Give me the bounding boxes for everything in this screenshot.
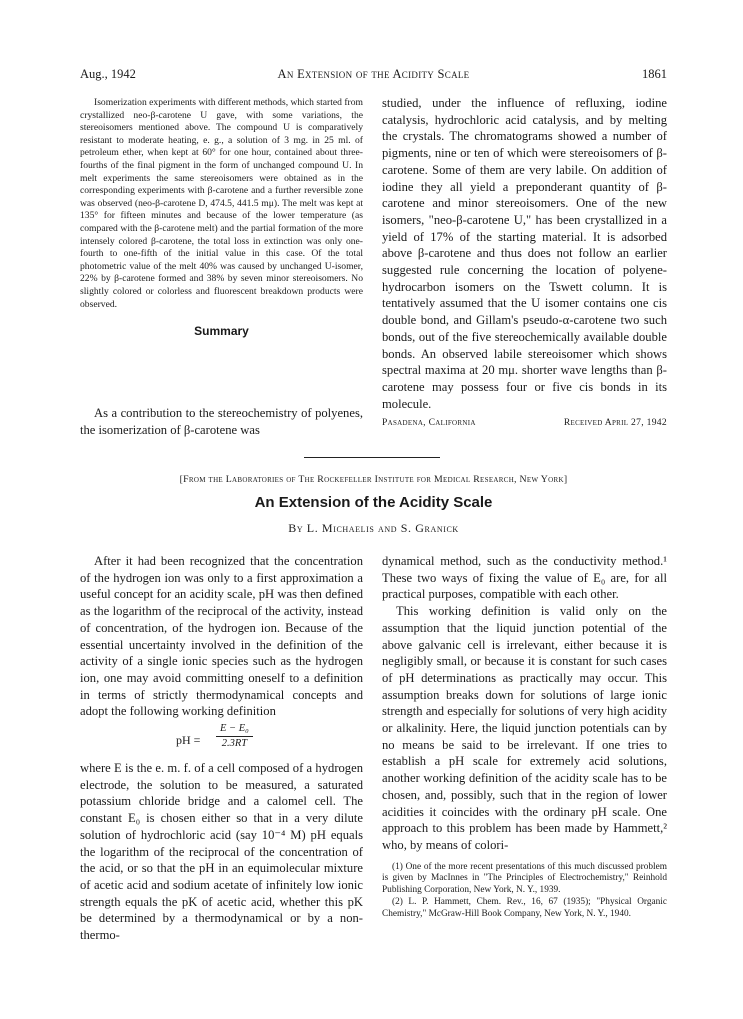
summary-continued-paragraph: studied, under the influence of refluxing, iodine catalysis, hydrochloric acid catalysis, and by melting the crystals. The chromatograms showed a number of pigments, nine or ten of which were stereoisomers of β-carotene. Some of them are very labile. On addition of iodine they all yield a preponderant quantity of β-carotene and minor stereoisomers. One of the new isomers, "neo-β-carotene U," has been crystallized in a yield of 17% of the starting material. It is adsorbed above β-carotene and thus does not follow an earlier suggested rule concerning the location of polyene-hydrocarbon isomers on the Tswett column. It is tentatively assumed that the U isomer contains one cis double bond, and Gillam's pseudo-α-carotene two such bonds, out of the five stereochemically available double bonds. An observed labile stereoisomer which shows spectral maxima at 20 mμ. shorter wave lengths than β-carotene may possess four or five cis bonds in its molecule.: [382, 96, 667, 411]
equation-numerator: E − E₀: [216, 722, 253, 737]
equation-fraction: [216, 722, 253, 751]
isomerization-paragraph: Isomerization experiments with different methods, which started from crystallized neo-β-carotene U gave, with some variations, the stereoisomers mentioned above. The compound U is comparatively resistant to moderate heating, e. g., a solution of 3 mg. in 25 ml. of petroleum ether, when kept at 60° for one hour, contained about three-fourths of the final pigment in the form of unchanged compound U. In melt experiments the same stereoisomers were obtained as in the corresponding experiments with β-carotene and a further reversible zone was observed (neo-β-carotene D, 474.5, 441.5 mμ). The melt was kept at 135° for fifteen minutes and because of the lower temperature (as compared with the β-carotene melt) and the partial formation of the more intensely colored β-carotene, the total loss in extinction was only one-fourth to one-fifth of the initial value in this case. Of the total photometric value of the melt 40% was caused by unchanged U-isomer, 22% by β-carotene formed and 38% by seven minor stereoisomers. No slightly colored or colorless and fluorescent breakdown products were observed.: [80, 97, 363, 310]
received-date: Received April 27, 1942: [563, 417, 667, 429]
equation-denominator: 2.3RT: [221, 738, 248, 750]
definition-paragraph: This working definition is valid only on the assumption that the liquid junction potential of the above galvanic cell is irrelevant, either because it is negligibly small, or because it is constant for such cases of pH determinations as practically may occur. This assumption breaks down for solutions of large ionic strength and especially for solutions of very high acidity or alkalinity. Here, the liquid junction potentials can by no means be said to be irrelevant. If one tries to establish a pH scale for extremely acid solutions, another working definition of the acidity scale has to be chosen, and, possibly, such that in the region of lower acidities it coincides with the ordinary pH scale. One approach to this problem has been made by Hammett,² who, by means of colori-: [382, 604, 667, 852]
footnote-2: (2) L. P. Hammett, Chem. Rev., 16, 67 (1935); "Physical Organic Chemistry," McGraw-Hill Book Company, New York, N. Y., 1940.: [382, 897, 667, 919]
intro-paragraph: After it had been recognized that the concentration of the hydrogen ion was only to a first approximation a useful concept for an acidity scale, pH was then defined as the logarithm of the reciprocal of the activity, instead of concentration, of the hydrogen ion. Because of the essential uncertainty involved in the definition of the activity of a single ionic species such as the hydrogen ion, one may avoid committing oneself to a definition in terms of strictly thermodynamical concepts and adopt the following working definition: [80, 554, 363, 719]
electrode-paragraph: where E is the e. m. f. of a cell composed of a hydrogen electrode, the solution to be measured, a saturated potassium chloride bridge and a calomel cell. The constant E₀ is chosen either so that in a very dilute solution of hydrochloric acid (say 10⁻⁴ M) pH equals the logarithm of the reciprocal of the concentration of the acid, or so that the pH in an equimolecular mixture of acetic acid and sodium acetate of infinitely low ionic strength equals the pK of acetic acid, whether this pK be determined by a thermodynamical or by a non-thermo-: [80, 761, 363, 943]
running-header: [80, 67, 667, 85]
article-authors: By L. Michaelis and S. Granick: [288, 521, 459, 535]
received-line: [382, 415, 667, 429]
summary-text: [80, 405, 363, 438]
header-page-number: 1861: [642, 67, 667, 81]
article-right-column: [382, 553, 667, 921]
previous-article-right-column: [382, 95, 667, 429]
previous-article-left-column: [80, 97, 363, 344]
method-paragraph: dynamical method, such as the conductivity method.¹ These two ways of fixing the value of E₀ are, for all practical purposes, compatible with each other.: [382, 554, 667, 602]
ph-equation: [80, 722, 363, 756]
header-date: Aug., 1942: [80, 67, 136, 81]
equation-lhs: pH =: [176, 733, 201, 748]
laboratory-line: [From the Laboratories of The Rockefeller Institute for Medical Research, New York]: [179, 474, 568, 485]
section-divider: [304, 457, 440, 458]
footnote-1: (1) One of the more recent presentations of this much discussed problem is given by MacInnes in "The Principles of Electrochemistry," Reinhold Publishing Corporation, New York, N. Y., 1939.: [382, 861, 667, 896]
summary-heading: Summary: [194, 324, 249, 339]
footnotes: [382, 862, 667, 921]
article-title: An Extension of the Acidity Scale: [254, 494, 493, 511]
summary-paragraph: As a contribution to the stereochemistry of polyenes, the isomerization of β-carotene was: [80, 406, 363, 437]
header-running-title: An Extension of the Acidity Scale: [277, 67, 470, 81]
place: Pasadena, California: [382, 417, 476, 429]
article-left-column: [80, 553, 363, 944]
